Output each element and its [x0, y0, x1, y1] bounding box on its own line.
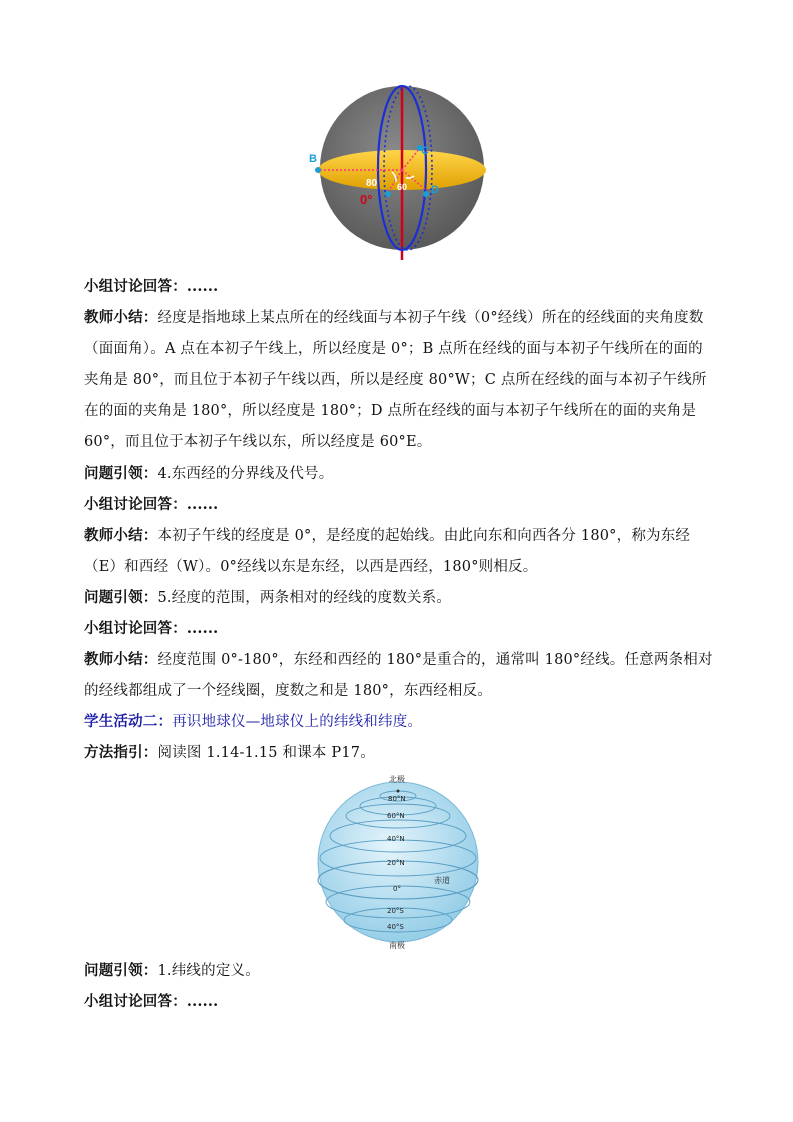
- north-pole-label: 北极: [389, 775, 405, 784]
- lat-label-40n: 40°N: [387, 835, 405, 843]
- longitude-globe-figure: [300, 82, 500, 264]
- discussion-answer-1: 小组讨论回答：......: [84, 278, 219, 295]
- point-a: [385, 191, 391, 197]
- point-d: [423, 191, 429, 197]
- label-angle-60: 60: [397, 182, 408, 192]
- south-pole-label: 南极: [389, 941, 405, 950]
- label-zero: 0°: [360, 192, 373, 207]
- label-c: C: [421, 145, 429, 157]
- discussion-answer-4: 小组讨论回答：......: [84, 993, 219, 1010]
- label-d: D: [431, 184, 439, 196]
- point-b: [315, 167, 321, 173]
- question-guide-5: 问题引领：5.经度的范围，两条相对的经线的度数关系。: [84, 589, 452, 606]
- student-activity-2: 学生活动二：再识地球仪—地球仪上的纬线和纬度。: [84, 713, 423, 730]
- lat-label-80n: 80°N: [388, 795, 406, 803]
- lat-label-0: 0°: [393, 885, 401, 893]
- question-guide-4: 问题引领：4.东西经的分界线及代号。: [84, 465, 334, 482]
- teacher-summary-3: 教师小结：经度范围 0°-180°，东经和西经的 180°是重合的，通常叫 180°经线。任意两条相对的经线都组成了一个经线圈，度数之和是 180°，东西经相反。: [84, 651, 713, 699]
- lat-label-60n: 60°N: [387, 812, 405, 820]
- lat-label-40s: 40°S: [387, 923, 404, 931]
- method-guide: 方法指引：阅读图 1.14-1.15 和课本 P17。: [84, 744, 375, 761]
- lat-label-20s: 20°S: [387, 907, 404, 915]
- teacher-summary-2: 教师小结：本初子午线的经度是 0°，是经度的起始线。由此向东和向西各分 180°，称为东经（E）和西经（W）。0°经线以东是东经，以西是西经，180°则相反。: [84, 527, 691, 575]
- label-b: B: [309, 153, 317, 165]
- equator-label: 赤道: [434, 876, 450, 885]
- discussion-answer-2: 小组讨论回答：......: [84, 496, 219, 513]
- latitude-globe-figure: [300, 770, 500, 952]
- teacher-summary-1: 教师小结：经度是指地球上某点所在的经线面与本初子午线（0°经线）所在的经线面的夹角度数（面面角）。A 点在本初子午线上，所以经度是 0°；B 点所在经线的面与本初子午线所在的面的夹角是 80°，而且位于本初子午线以西，所以是经度 80°W；C 点所在经线的面与本初子午线所在的面的夹角是 180°，所以经度是 180°；D 点所在经线的面与本初子午线所在的面的夹角是 60°，而且位于本初子午线以东，所以经度是 60°E。: [84, 309, 707, 450]
- lat-label-20n: 20°N: [387, 859, 405, 867]
- question-guide-latitude: 问题引领：1.纬线的定义。: [84, 962, 260, 979]
- north-pole-dot: [397, 790, 400, 793]
- label-angle-80: 80: [366, 178, 378, 189]
- discussion-answer-3: 小组讨论回答：......: [84, 620, 219, 637]
